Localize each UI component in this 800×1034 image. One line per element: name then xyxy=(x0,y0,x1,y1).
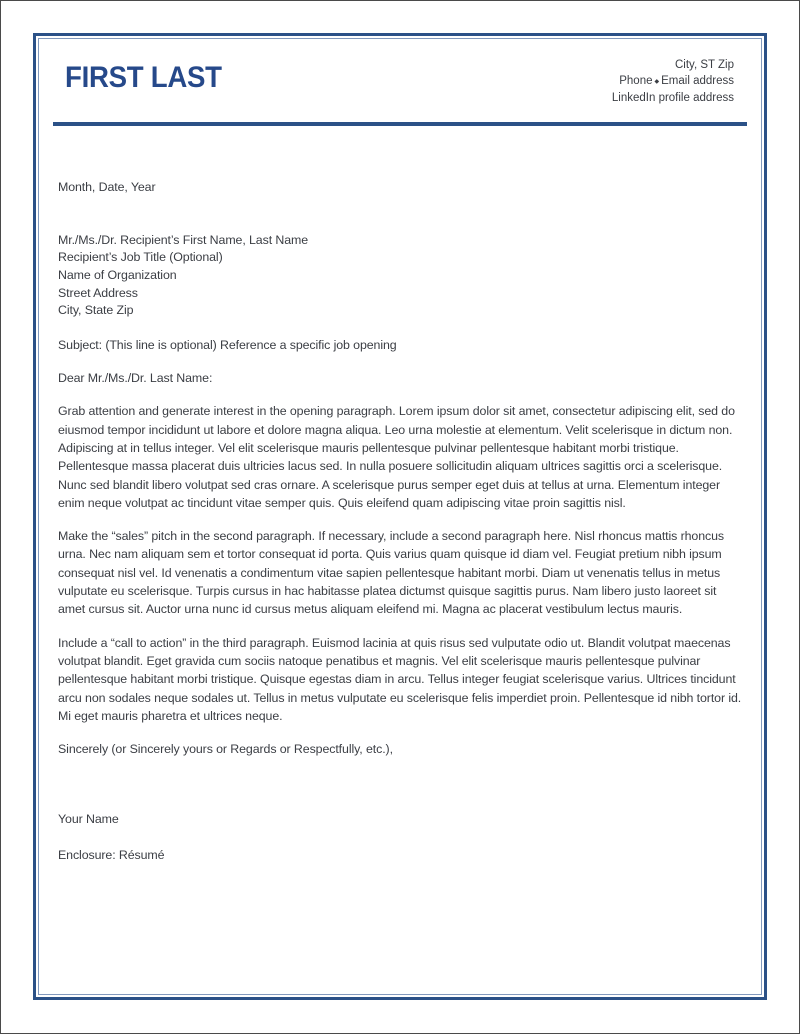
body-paragraph-3: Include a “call to action” in the third paragraph. Euismod lacinia at quis risus sed vulputate odio ut. Blandit volutpat maecenas volutpat blandit. Eget gravida cum sociis natoque penatibus et magnis. Vel elit scelerisque mauris pellentesque pulvinar pellentesque habitant morbi tristique. Quisque egestas diam in arcu. Tellus integer feugiat scelerisque varius. Ultrices tincidunt arcu non sodales neque sodales ut. Tellus in metus vulputate eu scelerisque felis imperdiet proin. Pellentesque id nibh tortor id. Mi eget mauris pharetra et ultrices neque. xyxy=(58,635,742,723)
recipient-street-line: Street Address xyxy=(58,285,138,300)
diamond-separator-icon: ◆ xyxy=(654,78,660,85)
contact-phone-email-line xyxy=(612,73,734,90)
page-border-outer xyxy=(33,33,767,1000)
subject-line: Subject: (This line is optional) Reference a specific job opening xyxy=(58,337,397,352)
contact-linkedin-line: LinkedIn profile address xyxy=(611,91,734,104)
recipient-organization-line: Name of Organization xyxy=(58,267,177,282)
sender-name: FIRST LAST xyxy=(65,61,222,94)
recipient-city-line: City, State Zip xyxy=(58,303,134,318)
body-paragraph-1: Grab attention and generate interest in the opening paragraph. Lorem ipsum dolor sit amet, consectetur adipiscing elit, sed do eiusmod tempor incididunt ut labore et dolore magna aliqua. Leo urna molestie at elementum. Velit scelerisque in dictum non. Adipiscing at in tellus integer. Vel elit scelerisque mauris pellentesque pulvinar pellentesque habitant morbi tristique. Pellentesque massa placerat duis ultricies lacus sed. In nulla posuere sollicitudin aliquam ultrices sagittis orci a scelerisque. Nunc sed blandit libero volutpat sed cras ornare. A scelerisque purus semper eget duis at tellus at urna. Elementum integer enim neque volutpat ac tincidunt vitae semper quis. Quis eleifend quam adipiscing vitae proin sagittis nisl. xyxy=(58,404,735,510)
closing-line: Sincerely (or Sincerely yours or Regards or Respectfully, etc.), xyxy=(58,742,393,757)
header-divider-rule xyxy=(53,122,747,126)
contact-info-block xyxy=(612,57,734,106)
letter-body xyxy=(58,178,742,865)
contact-city-line: City, ST Zip xyxy=(675,59,734,71)
letter-date: Month, Date, Year xyxy=(58,179,156,194)
recipient-address-block xyxy=(58,232,742,320)
contact-email: Email address xyxy=(661,75,734,87)
body-paragraph-2: Make the “sales” pitch in the second paragraph. If necessary, include a second paragraph here. Nisl rhoncus mattis rhoncus urna. Nec nam aliquam sem et tortor consequat id porta. Quis varius quam quisque id diam vel. Feugiat pretium nibh ipsum consequat nisl vel. Id venenatis a condimentum vitae sapien pellentesque habitant morbi. Diam ut venenatis tellus in metus vulputate eu scelerisque. Turpis cursus in hac habitasse platea dictumst quisque sagittis purus. Nam libero justo laoreet sit amet cursus sit. Auctor urna nunc id cursus metus aliquam eleifend mi. Magna ac placerat vestibulum lectus mauris. xyxy=(58,529,724,617)
letter-header xyxy=(53,53,747,106)
signature-name: Your Name xyxy=(58,812,119,827)
recipient-name-line: Mr./Ms./Dr. Recipient’s First Name, Last Name xyxy=(58,232,309,247)
recipient-job-title-line: Recipient’s Job Title (Optional) xyxy=(58,250,223,265)
page-border-inner xyxy=(38,38,762,995)
contact-phone: Phone xyxy=(619,75,653,87)
page-content xyxy=(39,39,761,994)
salutation: Dear Mr./Ms./Dr. Last Name: xyxy=(58,371,213,386)
enclosure-line: Enclosure: Résumé xyxy=(58,847,165,862)
